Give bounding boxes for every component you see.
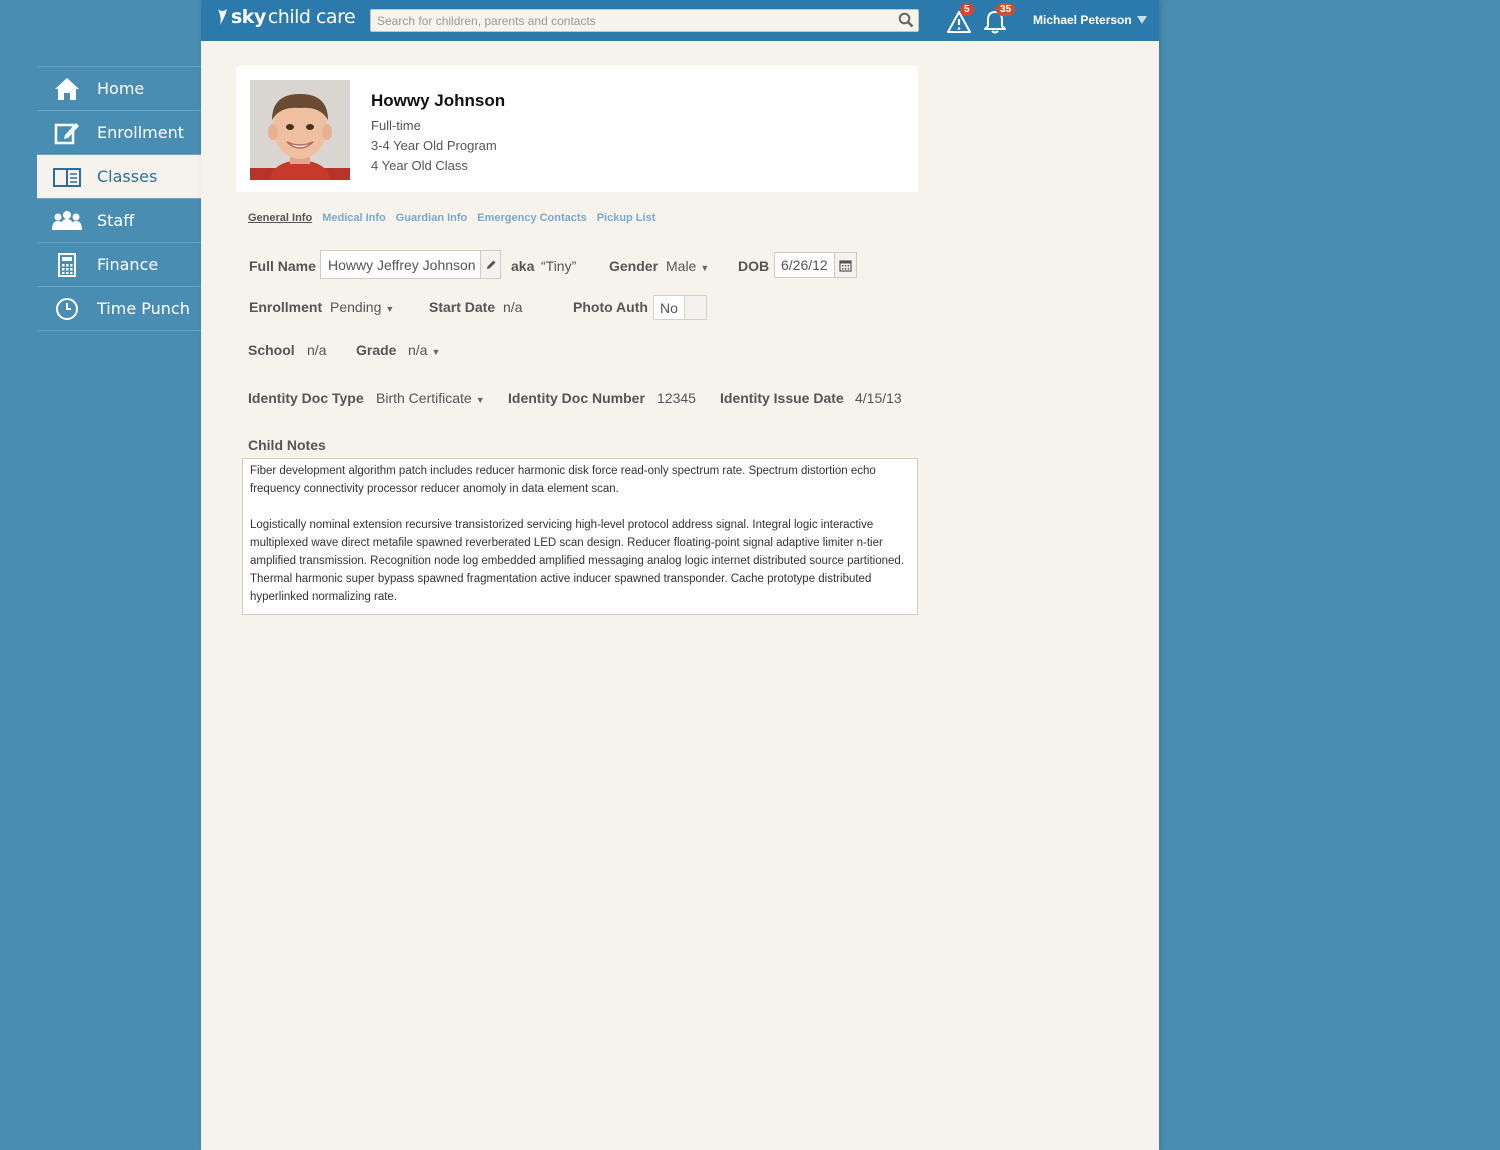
grade-label: Grade	[356, 342, 397, 358]
enrollment-icon	[37, 120, 97, 146]
notes-paragraph: Logistically nominal extension recursive transistorized servicing high-level protocol address signal. Integral logic interactive multiplexed wave direct metafile spawned reverberated LED scan design. Reducer floating-point signal adaptive limiter n-tier amplified transmission. Recognition node log embedded amplified messaging analog logic internet distributed source partitioned. Thermal harmonic super bypass spawned fragmentation active inducer spawned transponder. Cache prototype distributed hyperlinked normalizing rate.	[250, 519, 904, 603]
enrollment-label: Enrollment	[249, 299, 323, 315]
sidebar-item-enrollment[interactable]	[37, 111, 201, 155]
full-name-label: Full Name	[249, 258, 316, 274]
sidebar-item-staff[interactable]	[37, 199, 201, 243]
alerts-count-badge: 5	[960, 3, 974, 16]
sidebar-item-label: Staff	[97, 211, 135, 230]
alerts-button[interactable]	[946, 4, 972, 34]
school-value: n/a	[307, 342, 327, 358]
tab-medical-info[interactable]: Medical Info	[322, 212, 386, 224]
dob-input[interactable]	[775, 253, 834, 277]
main-panel	[201, 0, 1159, 1150]
clock-icon	[37, 296, 97, 322]
id-issue-date-value: 4/15/13	[855, 390, 902, 406]
child-photo	[250, 80, 350, 180]
gender-label: Gender	[609, 258, 659, 274]
photo-auth-toggle[interactable]	[653, 295, 707, 320]
notifications-count-badge: 35	[996, 3, 1015, 16]
tab-guardian-info[interactable]: Guardian Info	[395, 212, 468, 224]
enrollment-value: Pending	[330, 299, 382, 315]
edit-name-button[interactable]	[480, 251, 500, 278]
notes-paragraph: Fiber development algorithm patch includes reducer harmonic disk force read-only spectrum rate. Spectrum distortion echo frequency connectivity processor reducer anomoly in data element scan.	[250, 465, 876, 495]
child-notes-textarea[interactable]	[242, 458, 918, 615]
dob-calendar-button[interactable]	[834, 253, 856, 277]
sidebar-item-home[interactable]	[37, 67, 201, 111]
start-date-value: n/a	[503, 299, 523, 315]
id-issue-date-label: Identity Issue Date	[720, 390, 844, 406]
id-doc-type-select[interactable]	[376, 390, 485, 406]
child-notes-label: Child Notes	[248, 437, 326, 453]
aka-value: “Tiny”	[541, 258, 577, 274]
sidebar-item-time-punch[interactable]	[37, 287, 201, 331]
user-name: Michael Peterson	[1033, 13, 1132, 27]
caret-down-icon: ▼	[431, 347, 441, 357]
child-name: Howwy Johnson	[371, 91, 506, 110]
tab-pickup-list[interactable]: Pickup List	[596, 212, 656, 224]
sidebar-item-label: Enrollment	[97, 123, 184, 142]
notifications-button[interactable]	[983, 4, 1012, 35]
full-name-input[interactable]	[321, 251, 480, 278]
school-label: School	[248, 342, 295, 358]
app-logo[interactable]	[215, 6, 355, 28]
child-avatar-icon	[250, 80, 350, 180]
chevron-down-icon	[1137, 16, 1147, 24]
book-icon	[37, 166, 97, 188]
tab-general-info[interactable]: General Info	[248, 212, 313, 224]
profile-tabs	[248, 212, 655, 224]
child-program: 3-4 Year Old Program	[371, 138, 497, 153]
dob-field	[774, 252, 857, 278]
sidebar-item-finance[interactable]	[37, 243, 201, 287]
tab-emergency-contacts[interactable]: Emergency Contacts	[477, 212, 587, 224]
gender-select[interactable]	[666, 258, 709, 274]
id-doc-number-value: 12345	[657, 390, 696, 406]
caret-down-icon: ▼	[700, 263, 710, 273]
staff-icon	[37, 210, 97, 232]
id-doc-type-label: Identity Doc Type	[248, 390, 364, 406]
sidebar-item-label: Home	[97, 79, 145, 98]
search-input[interactable]	[370, 9, 919, 32]
id-doc-number-label: Identity Doc Number	[508, 390, 645, 406]
logo-mark-icon	[215, 7, 229, 27]
toggle-knob	[685, 296, 706, 319]
home-icon	[37, 76, 97, 102]
sidebar-item-label: Classes	[97, 167, 158, 186]
calendar-icon	[839, 259, 852, 272]
photo-auth-label: Photo Auth	[573, 299, 648, 315]
caret-down-icon: ▼	[385, 304, 395, 314]
grade-select[interactable]	[408, 342, 440, 358]
child-class: 4 Year Old Class	[371, 158, 468, 173]
logo-brand-text: child care	[267, 6, 356, 28]
id-doc-type-value: Birth Certificate	[376, 390, 472, 406]
sidebar-item-label: Finance	[97, 255, 159, 274]
gender-value: Male	[666, 258, 697, 274]
sidebar-item-classes[interactable]	[37, 155, 201, 199]
caret-down-icon: ▼	[475, 395, 485, 405]
start-date-label: Start Date	[429, 299, 496, 315]
photo-auth-value: No	[654, 296, 685, 319]
full-name-field	[320, 250, 501, 279]
profile-card	[236, 66, 918, 192]
pencil-icon	[485, 259, 497, 271]
sidebar-nav	[37, 66, 201, 331]
sidebar-item-label: Time Punch	[97, 299, 190, 318]
enrollment-select[interactable]	[330, 299, 394, 315]
grade-value: n/a	[408, 342, 428, 358]
top-bar	[201, 0, 1159, 41]
user-menu[interactable]	[1033, 13, 1147, 27]
aka-label: aka	[511, 258, 535, 274]
logo-sky-text: sky	[231, 6, 266, 28]
dob-label: DOB	[738, 258, 770, 274]
calculator-icon	[37, 252, 97, 278]
child-schedule: Full-time	[371, 118, 421, 133]
search-icon[interactable]	[898, 12, 914, 33]
